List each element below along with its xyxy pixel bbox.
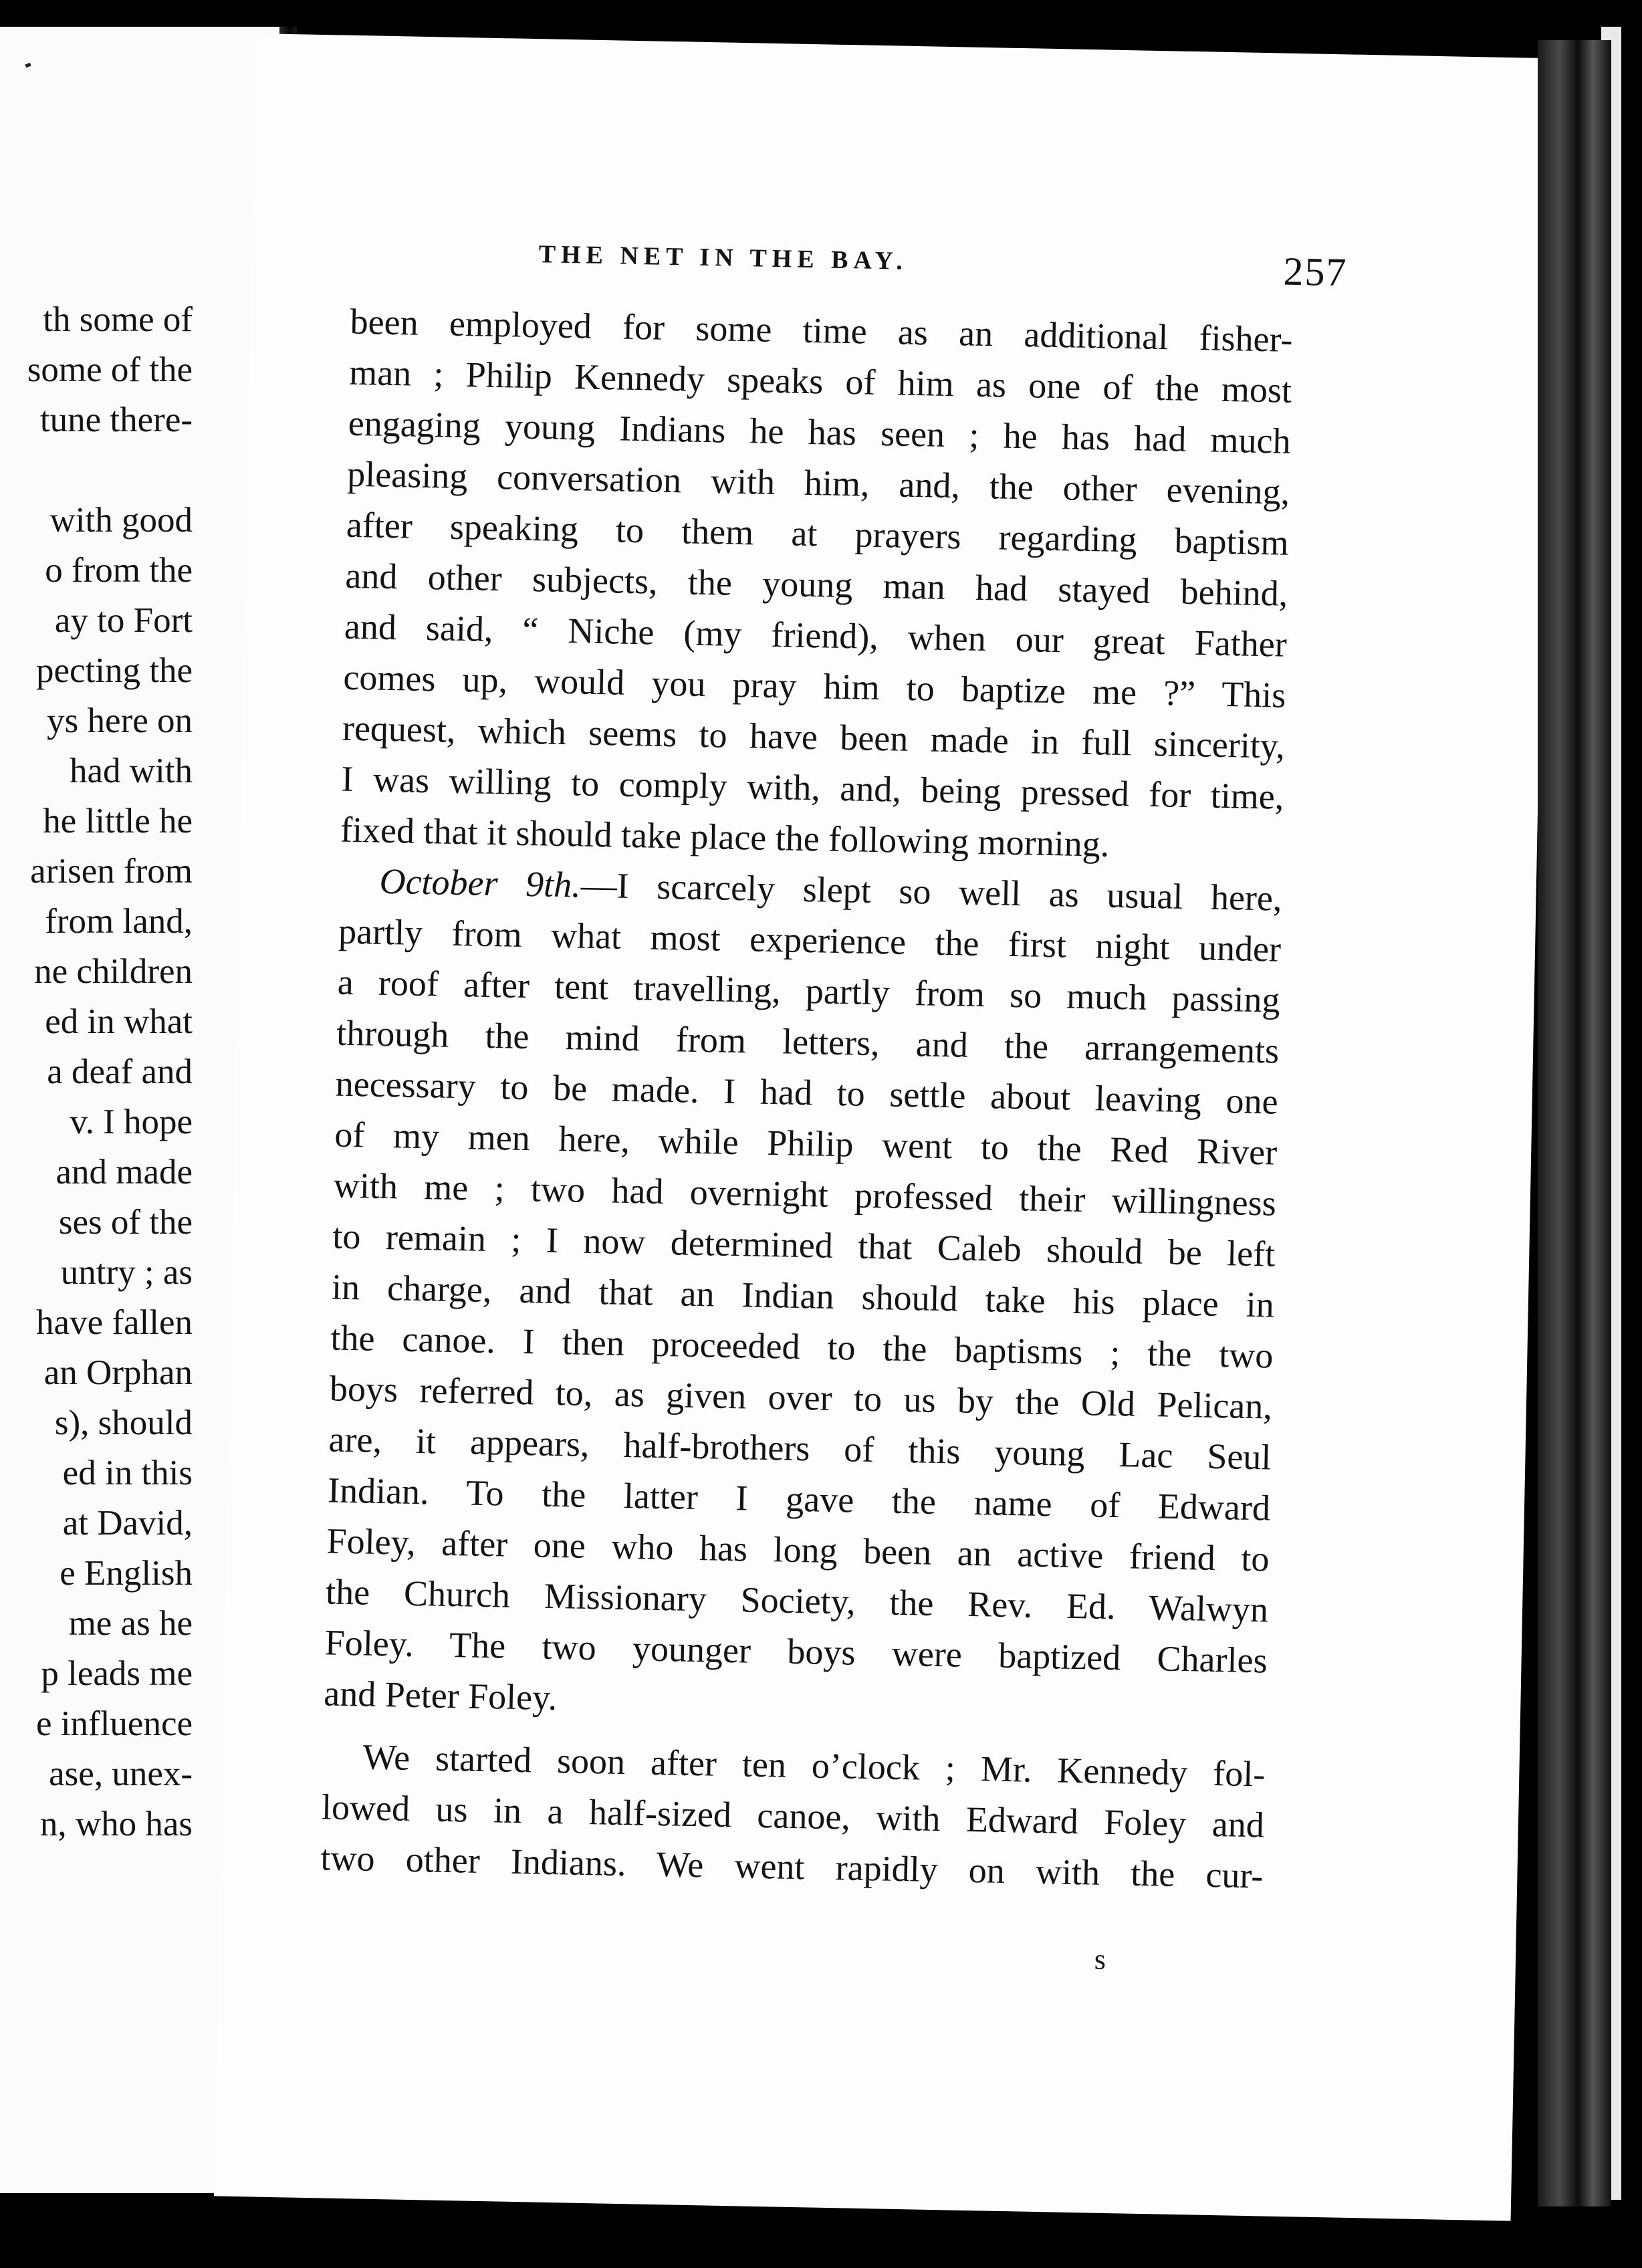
text-line: the canoe. I then proceeded to the baptisms ; the two xyxy=(330,1317,1274,1376)
fore-edge xyxy=(1538,40,1611,2206)
text-line: and other subjects, the young man had stayed behind, xyxy=(344,555,1288,614)
left-page-line: a deaf and xyxy=(47,1052,193,1091)
paragraph-1 xyxy=(340,296,1293,873)
left-page-line: me as he xyxy=(68,1604,193,1643)
text-line: a roof after tent travelling, partly from so much passing xyxy=(337,961,1281,1020)
text-line: two other Indians. We went rapidly on with the cur- xyxy=(320,1837,1264,1896)
left-page-line: had with xyxy=(70,752,193,790)
text-line: boys referred to, as given over to us by the Old Pelican, xyxy=(329,1368,1273,1427)
text-line: pleasing conversation with him, and, the other evening, xyxy=(346,453,1290,512)
text-line: to remain ; I now determined that Caleb should be left xyxy=(332,1216,1276,1274)
text-line: partly from what most experience the first night under xyxy=(338,911,1282,970)
text-line: man ; Philip Kennedy speaks of him as one of the most xyxy=(348,352,1292,411)
paragraph-2-first-line-text: —I scarcely slept so well as usual here, xyxy=(580,865,1283,919)
signature-mark: s xyxy=(1094,1942,1106,1976)
left-page-line: tune there- xyxy=(39,401,193,439)
left-page-line: p leads me xyxy=(41,1654,193,1693)
left-page-line: n, who has xyxy=(39,1805,193,1843)
text-line: the Church Missionary Society, the Rev. Ed. Walwyn xyxy=(325,1571,1269,1630)
left-page-line: from land, xyxy=(45,902,193,941)
left-page-line: have fallen xyxy=(36,1303,193,1342)
left-page-line: th some of xyxy=(43,300,193,339)
text-line: request, which seems to have been made in full sincerity, xyxy=(342,707,1286,766)
text-line: I was willing to comply with, and, being pressed for time, xyxy=(341,758,1284,817)
text-line: necessary to be made. I had to settle about leaving one xyxy=(335,1063,1279,1122)
left-page-line: v. I hope xyxy=(70,1103,193,1141)
left-page-line: ne children xyxy=(34,952,193,991)
left-page-line: ed in what xyxy=(45,1002,193,1041)
left-page-line: s), should xyxy=(54,1403,193,1442)
text-line: comes up, would you pray him to baptize me ?” This xyxy=(342,657,1286,715)
text-line: of my men here, while Philip went to the Red River xyxy=(334,1114,1278,1173)
running-title: THE NET IN THE BAY. xyxy=(538,240,909,275)
paragraph-3 xyxy=(320,1730,1266,1901)
left-page-line: pecting the xyxy=(36,651,193,690)
left-page-line: ys here on xyxy=(47,701,193,740)
text-line: in charge, and that an Indian should take his place in xyxy=(331,1266,1275,1325)
page-body xyxy=(320,296,1293,1902)
left-page-line: ay to Fort xyxy=(54,601,193,640)
text-line: with me ; two had overnight professed their willingness xyxy=(333,1165,1277,1224)
text-line: and Peter Foley. xyxy=(323,1673,558,1718)
text-line: after speaking to them at prayers regarding baptism xyxy=(346,504,1290,563)
page-number: 257 xyxy=(1282,249,1348,295)
text-line: are, it appears, half-brothers of this young Lac Seul xyxy=(328,1419,1272,1478)
left-page-line: some of the xyxy=(27,350,193,389)
left-page-line: e English xyxy=(60,1554,193,1593)
left-page-line: ses of the xyxy=(58,1203,193,1242)
text-line: through the mind from letters, and the arrangements xyxy=(336,1012,1280,1071)
text-line: Indian. To the latter I gave the name of Edward xyxy=(327,1470,1271,1528)
running-head xyxy=(351,236,1348,301)
date-heading: October 9th. xyxy=(379,861,582,905)
text-line: We started soon after ten o’clock ; Mr. Kennedy fol- xyxy=(362,1736,1266,1795)
text-line: fixed that it should take place the following morning. xyxy=(340,809,1110,865)
left-page-line: and made xyxy=(55,1153,193,1192)
left-page-line: ase, unex- xyxy=(49,1754,193,1793)
text-line: lowed us in a half-sized canoe, with Edward Foley and xyxy=(321,1787,1265,1845)
left-page-line: at David, xyxy=(62,1504,193,1543)
right-page xyxy=(214,33,1552,2221)
left-page-line: untry ; as xyxy=(60,1253,193,1292)
text-line: Foley, after one who has long been an active friend to xyxy=(326,1520,1270,1579)
left-page-line: e influence xyxy=(36,1704,193,1743)
left-page-line: he little he xyxy=(43,802,193,840)
left-page-line: arisen from xyxy=(30,852,193,891)
ink-mark xyxy=(25,63,31,68)
left-page-line: an Orphan xyxy=(43,1353,193,1392)
text-line: and said, “ Niche (my friend), when our great Father xyxy=(344,606,1288,665)
text-line: Foley. The two younger boys were baptized Charles xyxy=(324,1622,1268,1681)
text-line: been employed for some time as an additional fisher- xyxy=(350,301,1294,360)
left-page-line: o from the xyxy=(45,551,193,590)
text-line: engaging young Indians he has seen ; he has had much xyxy=(348,403,1292,461)
left-page-line: ed in this xyxy=(62,1454,193,1492)
left-page-line: with good xyxy=(49,501,193,540)
paragraph-2 xyxy=(324,906,1282,1737)
